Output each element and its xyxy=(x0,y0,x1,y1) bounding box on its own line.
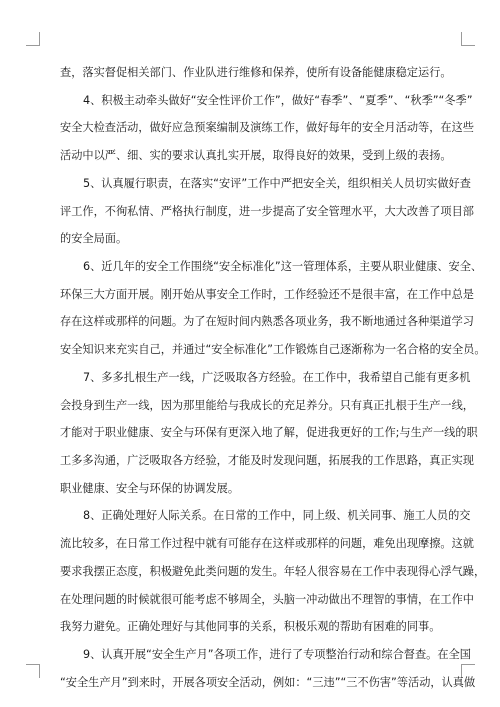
text-line: 的安全局面。 xyxy=(60,232,128,245)
text-line: 安全大检查活动，做好应急预案编制及演练工作，做好每年的安全月活动等，在这些 xyxy=(60,121,474,134)
text-line: 评工作，不徇私情、严格执行制度，进一步提高了安全管理水平，大大改善了项目部 xyxy=(60,205,474,218)
crop-mark-top-right xyxy=(461,32,475,46)
text-line: “安全生产月”到来时，开展各项安全活动，例如：“三违”“三不伤害”等活动，认真做 xyxy=(60,676,476,689)
text-line: 才能对于职业健康、安全与环保有更深入地了解，促进我更好的工作;与生产一线的职 xyxy=(60,426,478,439)
text-line: 环保三大方面开展。刚开始从事安全工作时，工作经验还不是很丰富，在工作中总是 xyxy=(60,288,474,301)
text-line: 4、积极主动牵头做好“安全性评价工作”，做好“春季”、“夏季”、“秋季”“冬季” xyxy=(83,94,473,107)
text-line: 安全知识来充实自己，并通过“安全标准化”工作锻炼自己逐渐称为一名合格的安全员。 xyxy=(60,343,486,356)
text-line: 9、认真开展“安全生产月”各项工作，进行了专项整治行动和综合督查。在全国 xyxy=(83,648,471,661)
text-line: 要求我摆正态度，积极避免此类问题的发生。年轻人很容易在工作中表现得心浮气躁， xyxy=(60,565,486,578)
crop-mark-top-left xyxy=(26,32,40,46)
text-line: 8、正确处理好人际关系。在日常的工作中，同上级、机关同事、施工人员的交 xyxy=(83,509,471,522)
text-line: 5、认真履行职责，在落实“安评”工作中严把安全关，组织相关人员切实做好查 xyxy=(83,177,471,190)
text-line: 我努力避免。正确处理好与其他同事的关系，积极乐观的帮助有困难的同事。 xyxy=(60,620,441,633)
text-line: 流比较多，在日常工作过程中就有可能存在这样或那样的问题，难免出现摩擦。这就 xyxy=(60,537,474,550)
text-line: 存在这样或那样的问题。为了在短时间内熟悉各项业务，我不断地通过各种渠道学习 xyxy=(60,315,474,328)
text-line: 工多多沟通，广泛吸取各方经验，才能及时发现问题，拓展我的工作思路，真正实现 xyxy=(60,454,474,467)
text-line: 职业健康、安全与环保的协调发展。 xyxy=(60,482,240,495)
text-line: 会投身到生产一线，因为那里能给与我成长的充足养分。只有真正扎根于生产一线， xyxy=(60,399,474,412)
text-line: 6、近几年的安全工作围绕“安全标准化”这一管理体系，主要从职业健康、安全、 xyxy=(83,260,483,273)
text-line: 活动中以严、细、实的要求认真扎实开展，取得良好的效果，受到上级的表扬。 xyxy=(60,149,452,162)
text-line: 在处理问题的时候就很可能考虑不够周全，头脑一冲动做出不理智的事情，在工作中 xyxy=(60,593,474,606)
crop-mark-bottom-left xyxy=(26,664,40,678)
text-line: 7、多多扎根生产一线，广泛吸取各方经验。在工作中，我希望自己能有更多机 xyxy=(83,371,471,384)
text-line: 查，落实督促相关部门、作业队进行维修和保养，使所有设备能健康稳定运行。 xyxy=(60,66,452,79)
